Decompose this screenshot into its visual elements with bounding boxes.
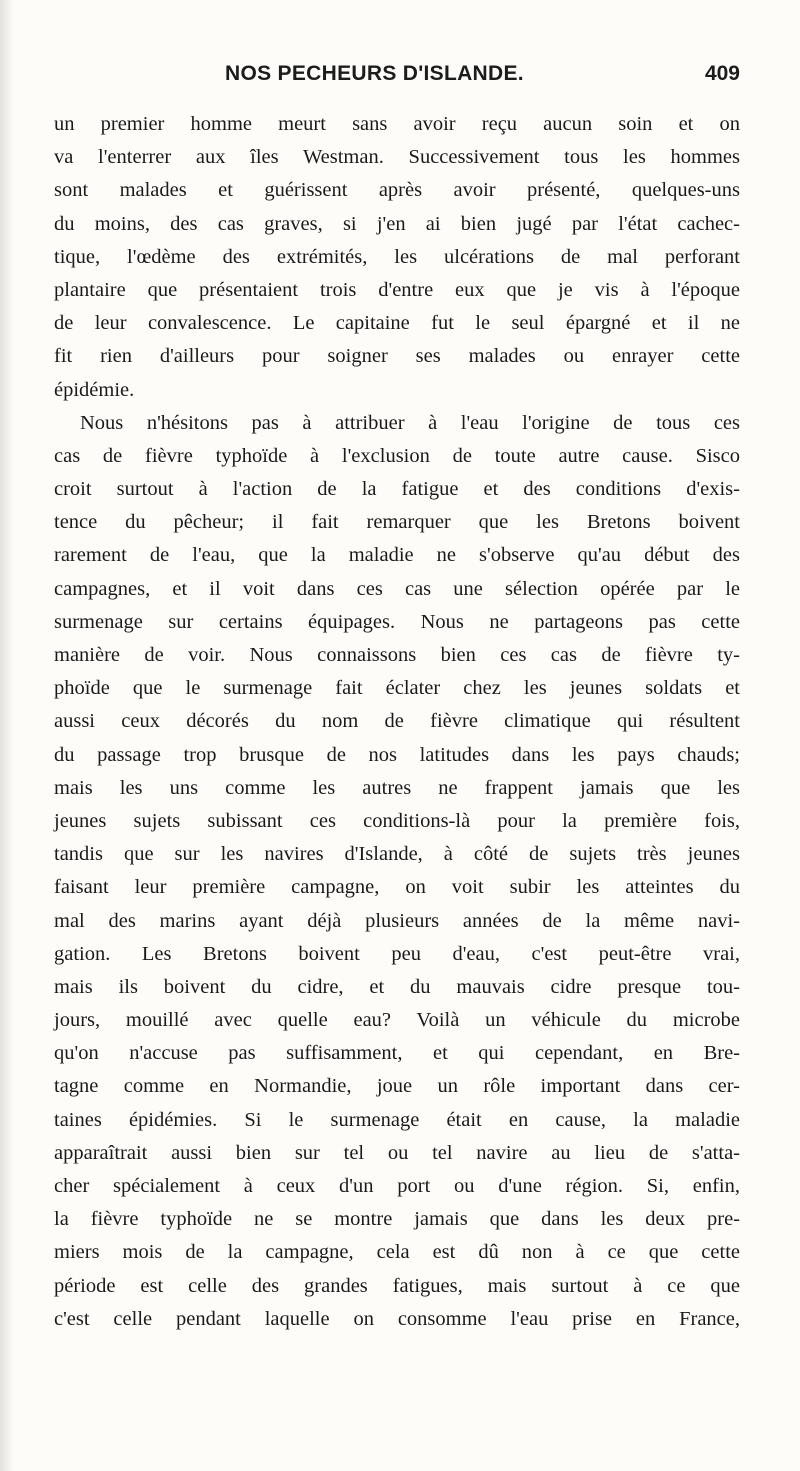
paragraph-1 [54,108,740,407]
text-line: du passage trop brusque de nos latitudes dans les pays chauds; [54,743,740,766]
page-header [120,62,740,94]
text-line: rarement de l'eau, que la maladie ne s'observe qu'au début des [54,544,740,567]
text-line: phoïde que le surmenage fait éclater chez les jeunes soldats et [54,677,740,700]
text-line: la fièvre typhoïde ne se montre jamais que dans les deux pre- [54,1208,740,1231]
text-line: plantaire que présentaient trois d'entre eux que je vis à l'époque [54,278,740,301]
text-line: sont malades et guérissent après avoir présenté, quelques-uns [54,179,740,202]
text-line: va l'enterrer aux îles Westman. Successivement tous les hommes [54,146,740,169]
running-title: NOS PECHEURS D'ISLANDE. [225,62,524,85]
text-line: apparaîtrait aussi bien sur tel ou tel navire au lieu de s'atta- [54,1141,740,1164]
page-spine-shadow [0,0,14,1471]
text-line: campagnes, et il voit dans ces cas une sélection opérée par le [54,577,740,600]
text-line: mais ils boivent du cidre, et du mauvais cidre presque tou- [54,975,740,998]
text-line: cher spécialement à ceux d'un port ou d'une région. Si, enfin, [54,1175,740,1197]
paragraph-2 [54,407,740,1336]
text-line: qu'on n'accuse pas suffisamment, et qui cependant, en Bre- [54,1042,740,1065]
text-line: Nous n'hésitons pas à attribuer à l'eau l'origine de tous ces [80,411,740,434]
text-line: tagne comme en Normandie, joue un rôle important dans cer- [54,1075,740,1098]
text-line: c'est celle pendant laquelle on consomme l'eau prise en France, [54,1307,740,1330]
text-line: période est celle des grandes fatigues, mais surtout à ce que [54,1274,740,1297]
text-line: mal des marins ayant déjà plusieurs années de la même navi- [54,909,740,932]
text-line: jeunes sujets subissant ces conditions-là pour la première fois, [54,809,740,832]
text-line: du moins, des cas graves, si j'en ai bien jugé par l'état cachec- [54,212,740,235]
text-line: fit rien d'ailleurs pour soigner ses malades ou enrayer cette [54,345,740,368]
text-line: un premier homme meurt sans avoir reçu aucun soin et on [54,113,740,135]
text-line: tique, l'œdème des extrémités, les ulcérations de mal perforant [54,245,740,268]
text-line: mais les uns comme les autres ne frappent jamais que les [54,776,740,799]
text-line: tence du pêcheur; il fait remarquer que les Bretons boivent [54,511,740,534]
text-line: faisant leur première campagne, on voit subir les atteintes du [54,876,740,899]
text-line: jours, mouillé avec quelle eau? Voilà un véhicule du microbe [54,1009,740,1032]
text-line: manière de voir. Nous connaissons bien ces cas de fièvre ty- [54,644,740,666]
text-line: croit surtout à l'action de la fatigue et des conditions d'exis- [54,478,740,501]
text-line: de leur convalescence. Le capitaine fut le seul épargné et il ne [54,312,740,335]
text-line: aussi ceux décorés du nom de fièvre climatique qui résultent [54,710,740,733]
text-line: tandis que sur les navires d'Islande, à côté de sujets très jeunes [54,843,740,866]
body-text [54,108,740,1336]
text-line: taines épidémies. Si le surmenage était en cause, la maladie [54,1108,740,1131]
page-number: 409 [704,62,740,85]
text-line: cas de fièvre typhoïde à l'exclusion de toute autre cause. Sisco [54,444,740,467]
text-line: gation. Les Bretons boivent peu d'eau, c'est peut-être vrai, [54,942,740,965]
text-line: miers mois de la campagne, cela est dû non à ce que cette [54,1241,740,1264]
text-line: épidémie. [54,378,135,401]
text-line: surmenage sur certains équipages. Nous ne partageons pas cette [54,610,740,633]
